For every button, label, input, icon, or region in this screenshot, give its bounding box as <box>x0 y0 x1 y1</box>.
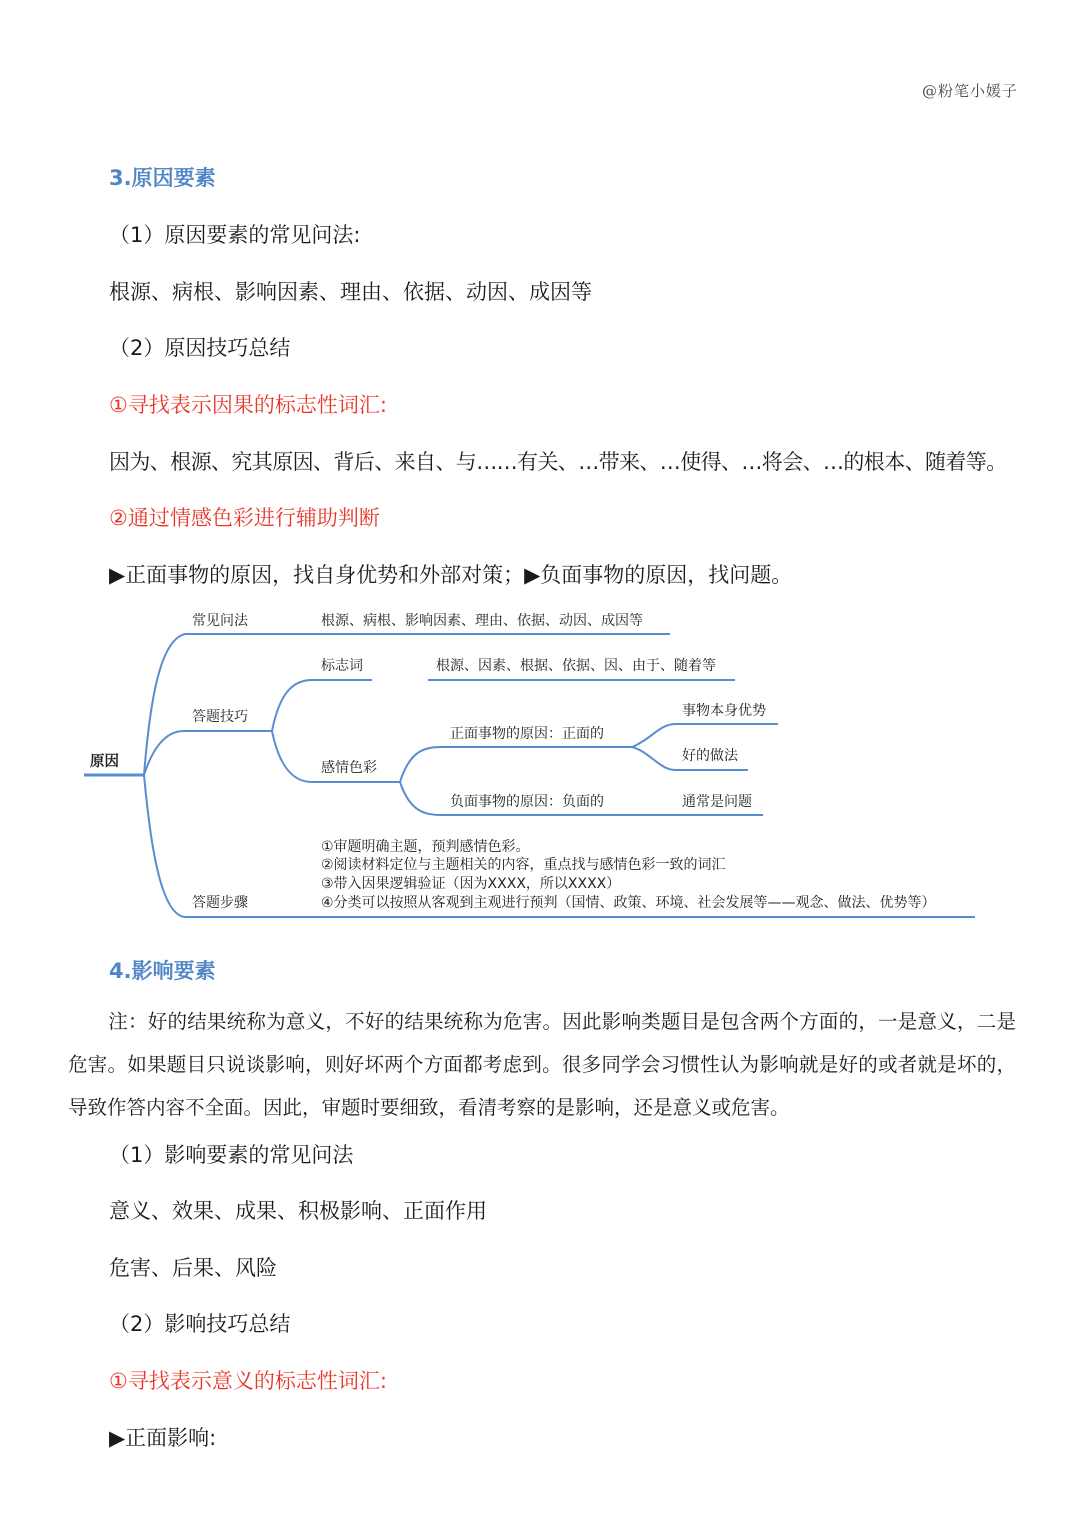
mindmap-negative-1: 通常是问题 <box>682 794 752 810</box>
section-3-red2: ②通过情感色彩进行辅助判断 <box>109 506 380 530</box>
section-3-red1: ①寻找表示因果的标志性词汇: <box>109 393 387 417</box>
section-3-title: 3.原因要素 <box>109 166 216 190</box>
section-4-note <box>68 1000 1016 1129</box>
section-3-sub1: （1）原因要素的常见问法: <box>109 223 361 247</box>
mindmap-common-label: 常见问法 <box>192 613 248 629</box>
mindmap-steps-label: 答题步骤 <box>192 895 248 911</box>
section-4-title: 4.影响要素 <box>109 959 216 983</box>
section-3-line3: ▶正面事物的原因，找自身优势和外部对策；▶负面事物的原因，找问题。 <box>109 563 793 587</box>
mindmap-connectors <box>84 634 975 917</box>
mindmap-step-4: ④分类可以按照从客观到主观进行预判（国情、政策、环境、社会发展等——观念、做法、优势等） <box>321 895 936 911</box>
watermark: @粉笔小媛子 <box>922 82 1019 100</box>
mindmap-skill-label: 答题技巧 <box>192 709 248 725</box>
mindmap-negative-label: 负面事物的原因：负面的 <box>450 794 604 810</box>
section-3-sub2: （2）原因技巧总结 <box>109 336 291 360</box>
mindmap-step-3: ③带入因果逻辑验证（因为XXXX，所以XXXX） <box>321 876 621 892</box>
mindmap-positive-label: 正面事物的原因：正面的 <box>450 726 604 742</box>
section-3-line1: 根源、病根、影响因素、理由、依据、动因、成因等 <box>109 280 592 304</box>
mindmap-positive-1: 事物本身优势 <box>682 703 766 719</box>
section-4-red1: ①寻找表示意义的标志性词汇: <box>109 1369 387 1393</box>
section-4-line2: 危害、后果、风险 <box>109 1256 277 1280</box>
cause-mindmap <box>0 595 1080 930</box>
section-3-line2: 因为、根源、究其原因、背后、来自、与……有关、…带来、…使得、…将会、…的根本、随着等。 <box>109 450 1007 474</box>
mindmap-positive-2: 好的做法 <box>682 748 738 764</box>
section-4-sub2: （2）影响技巧总结 <box>109 1312 291 1336</box>
mindmap-marker-label: 标志词 <box>321 658 363 674</box>
section-4-note-text: 注：好的结果统称为意义，不好的结果统称为危害。因此影响类题目是包含两个方面的，一是意义，二是危害。如果题目只说谈影响，则好坏两个方面都考虑到。很多同学会习惯性认为影响就是好的或者就是坏的，导致作答内容不全面。因此，审题时要细致，看清考察的是影响，还是意义或危害。 <box>68 1010 1016 1119</box>
mindmap-common-text: 根源、病根、影响因素、理由、依据、动因、成因等 <box>321 613 643 629</box>
section-4-line3: ▶正面影响: <box>109 1426 217 1450</box>
mindmap-emotion-label: 感情色彩 <box>321 760 377 776</box>
section-4-sub1: （1）影响要素的常见问法 <box>109 1143 354 1167</box>
mindmap-root: 原因 <box>90 754 119 770</box>
mindmap-step-1: ①审题明确主题，预判感情色彩。 <box>321 839 530 855</box>
mindmap-step-2: ②阅读材料定位与主题相关的内容，重点找与感情色彩一致的词汇 <box>321 857 726 873</box>
section-4-line1: 意义、效果、成果、积极影响、正面作用 <box>109 1199 487 1223</box>
mindmap-marker-text: 根源、因素、根据、依据、因、由于、随着等 <box>436 658 716 674</box>
